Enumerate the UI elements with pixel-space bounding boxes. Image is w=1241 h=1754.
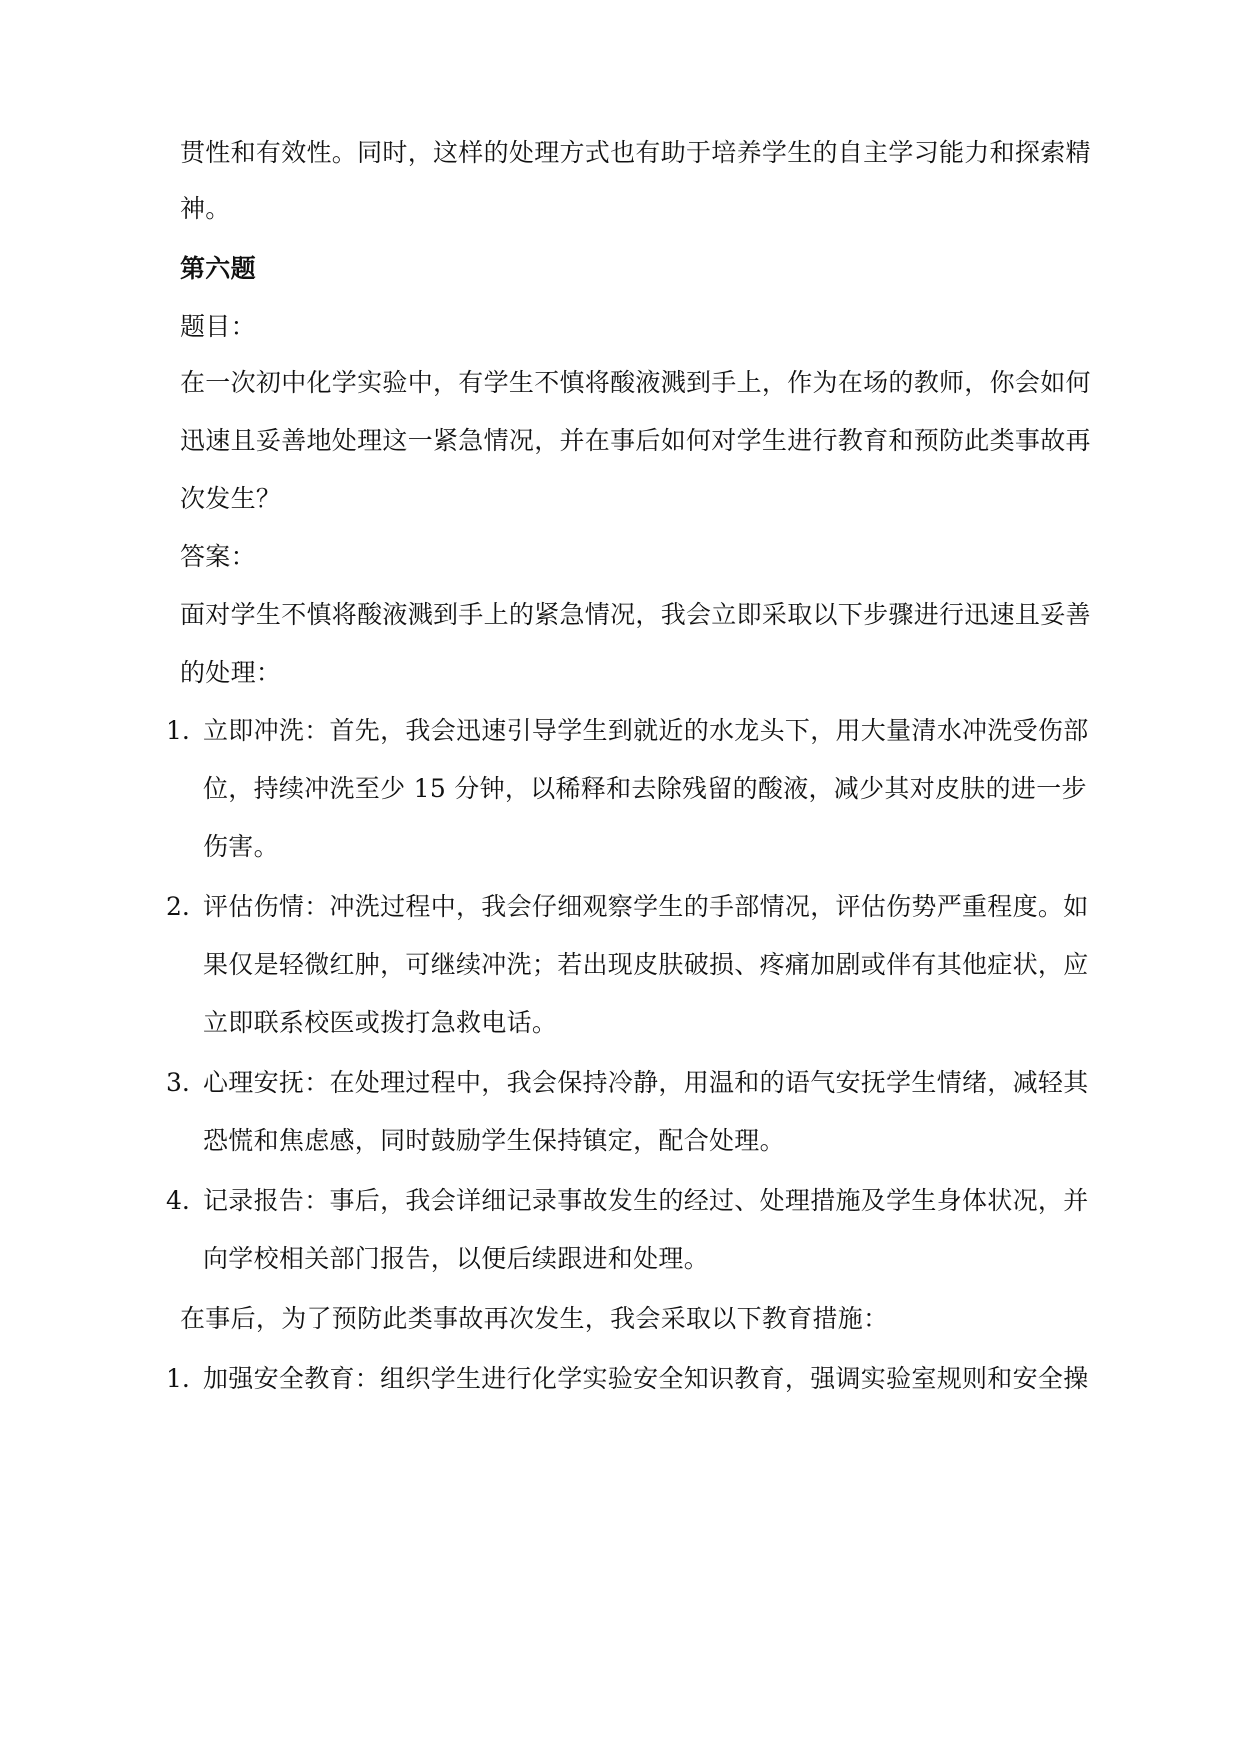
answer-label: 答案： (180, 542, 256, 571)
list-item-line: 加强安全教育：组织学生进行化学实验安全知识教育，强调实验室规则和安全操 (203, 1364, 1089, 1393)
paragraph-line: 神。 (180, 194, 231, 223)
list-number: 1. (166, 1364, 190, 1393)
list-item-line: 位，持续冲洗至少 15 分钟，以稀释和去除残留的酸液，减少其对皮肤的进一步 (203, 774, 1087, 803)
list-number: 4. (166, 1186, 190, 1215)
answer-line: 的处理： (180, 658, 282, 687)
list-item-line: 评估伤情：冲洗过程中，我会仔细观察学生的手部情况，评估伤势严重程度。如 (203, 892, 1089, 921)
list-item-line: 向学校相关部门报告，以便后续跟进和处理。 (203, 1244, 710, 1273)
prevention-intro: 在事后，为了预防此类事故再次发生，我会采取以下教育措施： (180, 1304, 889, 1333)
list-item-line: 心理安抚：在处理过程中，我会保持冷静，用温和的语气安抚学生情绪，减轻其 (203, 1068, 1089, 1097)
list-item-line: 果仅是轻微红肿，可继续冲洗；若出现皮肤破损、疼痛加剧或伴有其他症状，应 (203, 950, 1089, 979)
list-item-line: 伤害。 (203, 832, 279, 861)
list-item-line: 立即联系校医或拨打急救电话。 (203, 1008, 558, 1037)
list-item-line: 立即冲洗：首先，我会迅速引导学生到就近的水龙头下，用大量清水冲洗受伤部 (203, 716, 1089, 745)
question-label: 题目： (180, 312, 256, 341)
section-heading: 第六题 (180, 254, 256, 283)
paragraph-line: 贯性和有效性。同时，这样的处理方式也有助于培养学生的自主学习能力和探索精 (180, 138, 1091, 167)
list-item-line: 恐慌和焦虑感，同时鼓励学生保持镇定，配合处理。 (203, 1126, 785, 1155)
question-line: 次发生？ (180, 484, 282, 513)
list-item-line: 记录报告：事后，我会详细记录事故发生的经过、处理措施及学生身体状况，并 (203, 1186, 1089, 1215)
list-number: 1. (166, 716, 190, 745)
question-line: 在一次初中化学实验中，有学生不慎将酸液溅到手上，作为在场的教师，你会如何 (180, 368, 1091, 397)
answer-line: 面对学生不慎将酸液溅到手上的紧急情况，我会立即采取以下步骤进行迅速且妥善 (180, 600, 1091, 629)
list-number: 2. (166, 892, 190, 921)
question-line: 迅速且妥善地处理这一紧急情况，并在事后如何对学生进行教育和预防此类事故再 (180, 426, 1091, 455)
list-number: 3. (166, 1068, 190, 1097)
